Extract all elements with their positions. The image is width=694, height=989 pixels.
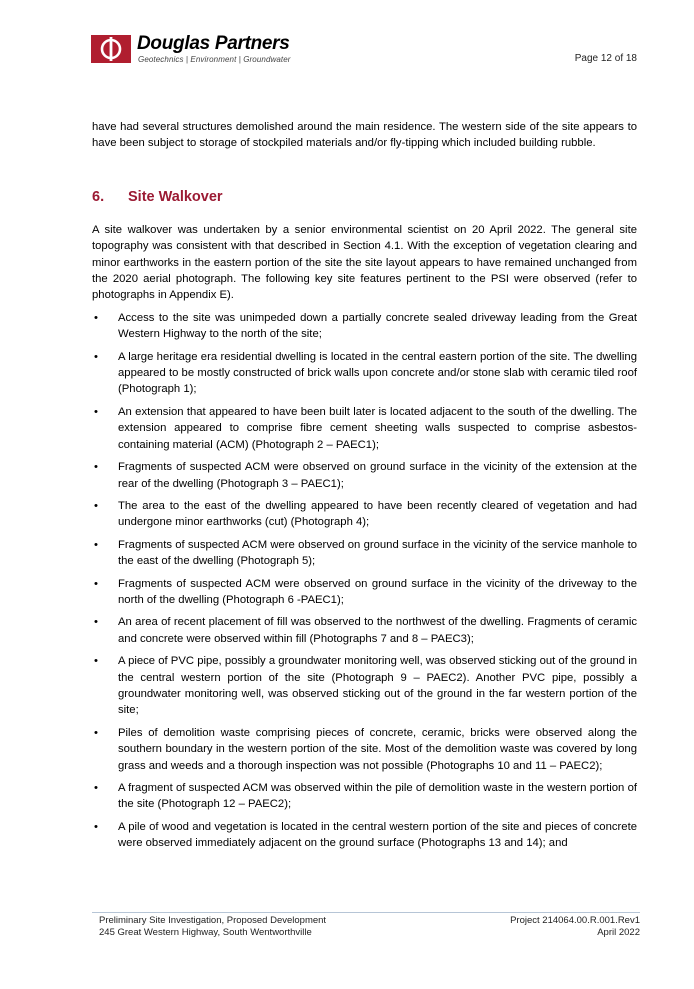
douglas-partners-logo-icon: [91, 35, 131, 63]
logo-name: Douglas Partners: [137, 33, 290, 54]
bullet-icon: •: [94, 499, 98, 512]
list-item: [92, 653, 637, 719]
bullet-icon: •: [94, 311, 98, 324]
list-item: [92, 310, 637, 343]
list-item: [92, 404, 637, 453]
list-item-text: A large heritage era residential dwelling is located in the central eastern portion of the site. The dwelling appeared to be mostly constructed of brick walls upon concrete and/or stone slab with ceramic tiled roof (Photograph 1);: [118, 350, 637, 396]
list-item-text: Fragments of suspected ACM were observed on ground surface in the vicinity of the driveway to the north of the dwelling (Photograph 6 -PAEC1);: [118, 577, 637, 606]
document-body: [92, 119, 637, 858]
footer-site-address: 245 Great Western Highway, South Wentworthville: [99, 927, 312, 938]
list-item: [92, 614, 637, 647]
footer-project-number: Project 214064.00.R.001.Rev1: [510, 915, 640, 926]
footer-date: April 2022: [597, 927, 640, 938]
list-item-text: The area to the east of the dwelling appeared to have been recently cleared of vegetation and had undergone minor earthworks (cut) (Photograph 4);: [118, 499, 637, 529]
bullet-icon: •: [94, 461, 98, 474]
list-item: [92, 459, 637, 492]
list-item: [92, 780, 637, 813]
footer-left: [99, 915, 326, 939]
list-item-text: A piece of PVC pipe, possibly a groundwater monitoring well, was observed sticking out of the ground in the central western portion of the site (Photograph 9 – PAEC2). Another PVC pipe, possibly a groundwater monitoring well, was observed sticking out of the ground in the far western portion of the site;: [118, 655, 637, 717]
footer-divider: [92, 912, 640, 913]
bullet-icon: •: [94, 655, 98, 668]
bullet-icon: •: [94, 616, 98, 629]
list-item: [92, 576, 637, 609]
list-item-text: An area of recent placement of fill was observed to the northwest of the dwelling. Fragments of ceramic and concrete were observed within fill (Photographs 7 and 8 – PAEC3);: [118, 616, 637, 645]
list-item: [92, 819, 637, 852]
bullet-icon: •: [94, 405, 98, 418]
list-item: [92, 498, 637, 531]
list-item: [92, 537, 637, 570]
list-item: [92, 725, 637, 774]
list-item-text: Access to the site was unimpeded down a partially concrete sealed driveway leading from the Great Western Highway to the north of the site;: [118, 311, 637, 341]
bullet-icon: •: [94, 782, 98, 794]
list-item-text: Piles of demolition waste comprising pieces of concrete, ceramic, bricks were observed along the southern boundary in the western portion of the site. Most of the demolition waste was covered by long grass and weeds and a thorough inspection was not possible (Photographs 10 and 11 – PAEC2);: [118, 726, 637, 772]
page-number: Page 12 of 18: [574, 53, 637, 64]
section-heading: [92, 188, 637, 206]
bullet-icon: •: [94, 820, 98, 833]
intro-paragraph: have had several structures demolished around the main residence. The western side of the site appears to have been subject to storage of stockpiled materials and/or fly-tipping which included building rubble.: [92, 121, 637, 150]
footer-right: [510, 915, 640, 939]
bullet-icon: •: [94, 726, 98, 739]
section-lead-paragraph: A site walkover was undertaken by a senior environmental scientist on 20 April 2022. The general site topography was consistent with that described in Section 4.1. With the exception of vegetation clearing and minor earthworks in the eastern portion of the site the site layout appears to have remained unchanged from the 2020 aerial photograph. The following key site features pertinent to the PSI were observed (refer to photographs in Appendix E).: [92, 223, 637, 302]
company-logo: [91, 35, 331, 69]
list-item-text: Fragments of suspected ACM were observed on ground surface in the vicinity of the service manhole to the east of the dwelling (Photograph 5);: [118, 538, 637, 568]
bullet-icon: •: [94, 577, 98, 590]
list-item-text: An extension that appeared to have been built later is located adjacent to the south of the dwelling. The extension appeared to comprise fibre cement sheeting walls suspected to comprise asbestos-containing material (ACM) (Photograph 2 – PAEC1);: [118, 405, 637, 451]
footer-report-title: Preliminary Site Investigation, Proposed Development: [99, 915, 327, 926]
section-title: Site Walkover: [128, 188, 223, 205]
site-features-list: [92, 310, 637, 852]
list-item-text: A pile of wood and vegetation is located in the central western portion of the site and pieces of concrete were observed immediately adjacent on the ground surface (Photographs 13 and 14); and: [118, 820, 637, 850]
list-item: [92, 349, 637, 398]
bullet-icon: •: [94, 350, 98, 363]
section-number: 6.: [92, 188, 105, 205]
list-item-text: A fragment of suspected ACM was observed within the pile of demolition waste in the western portion of the site (Photograph 12 – PAEC2);: [118, 782, 637, 811]
logo-tagline: Geotechnics | Environment | Groundwater: [138, 55, 291, 64]
bullet-icon: •: [94, 538, 98, 551]
list-item-text: Fragments of suspected ACM were observed on ground surface in the vicinity of the extension at the rear of the dwelling (Photograph 3 – PAEC1);: [118, 461, 637, 490]
